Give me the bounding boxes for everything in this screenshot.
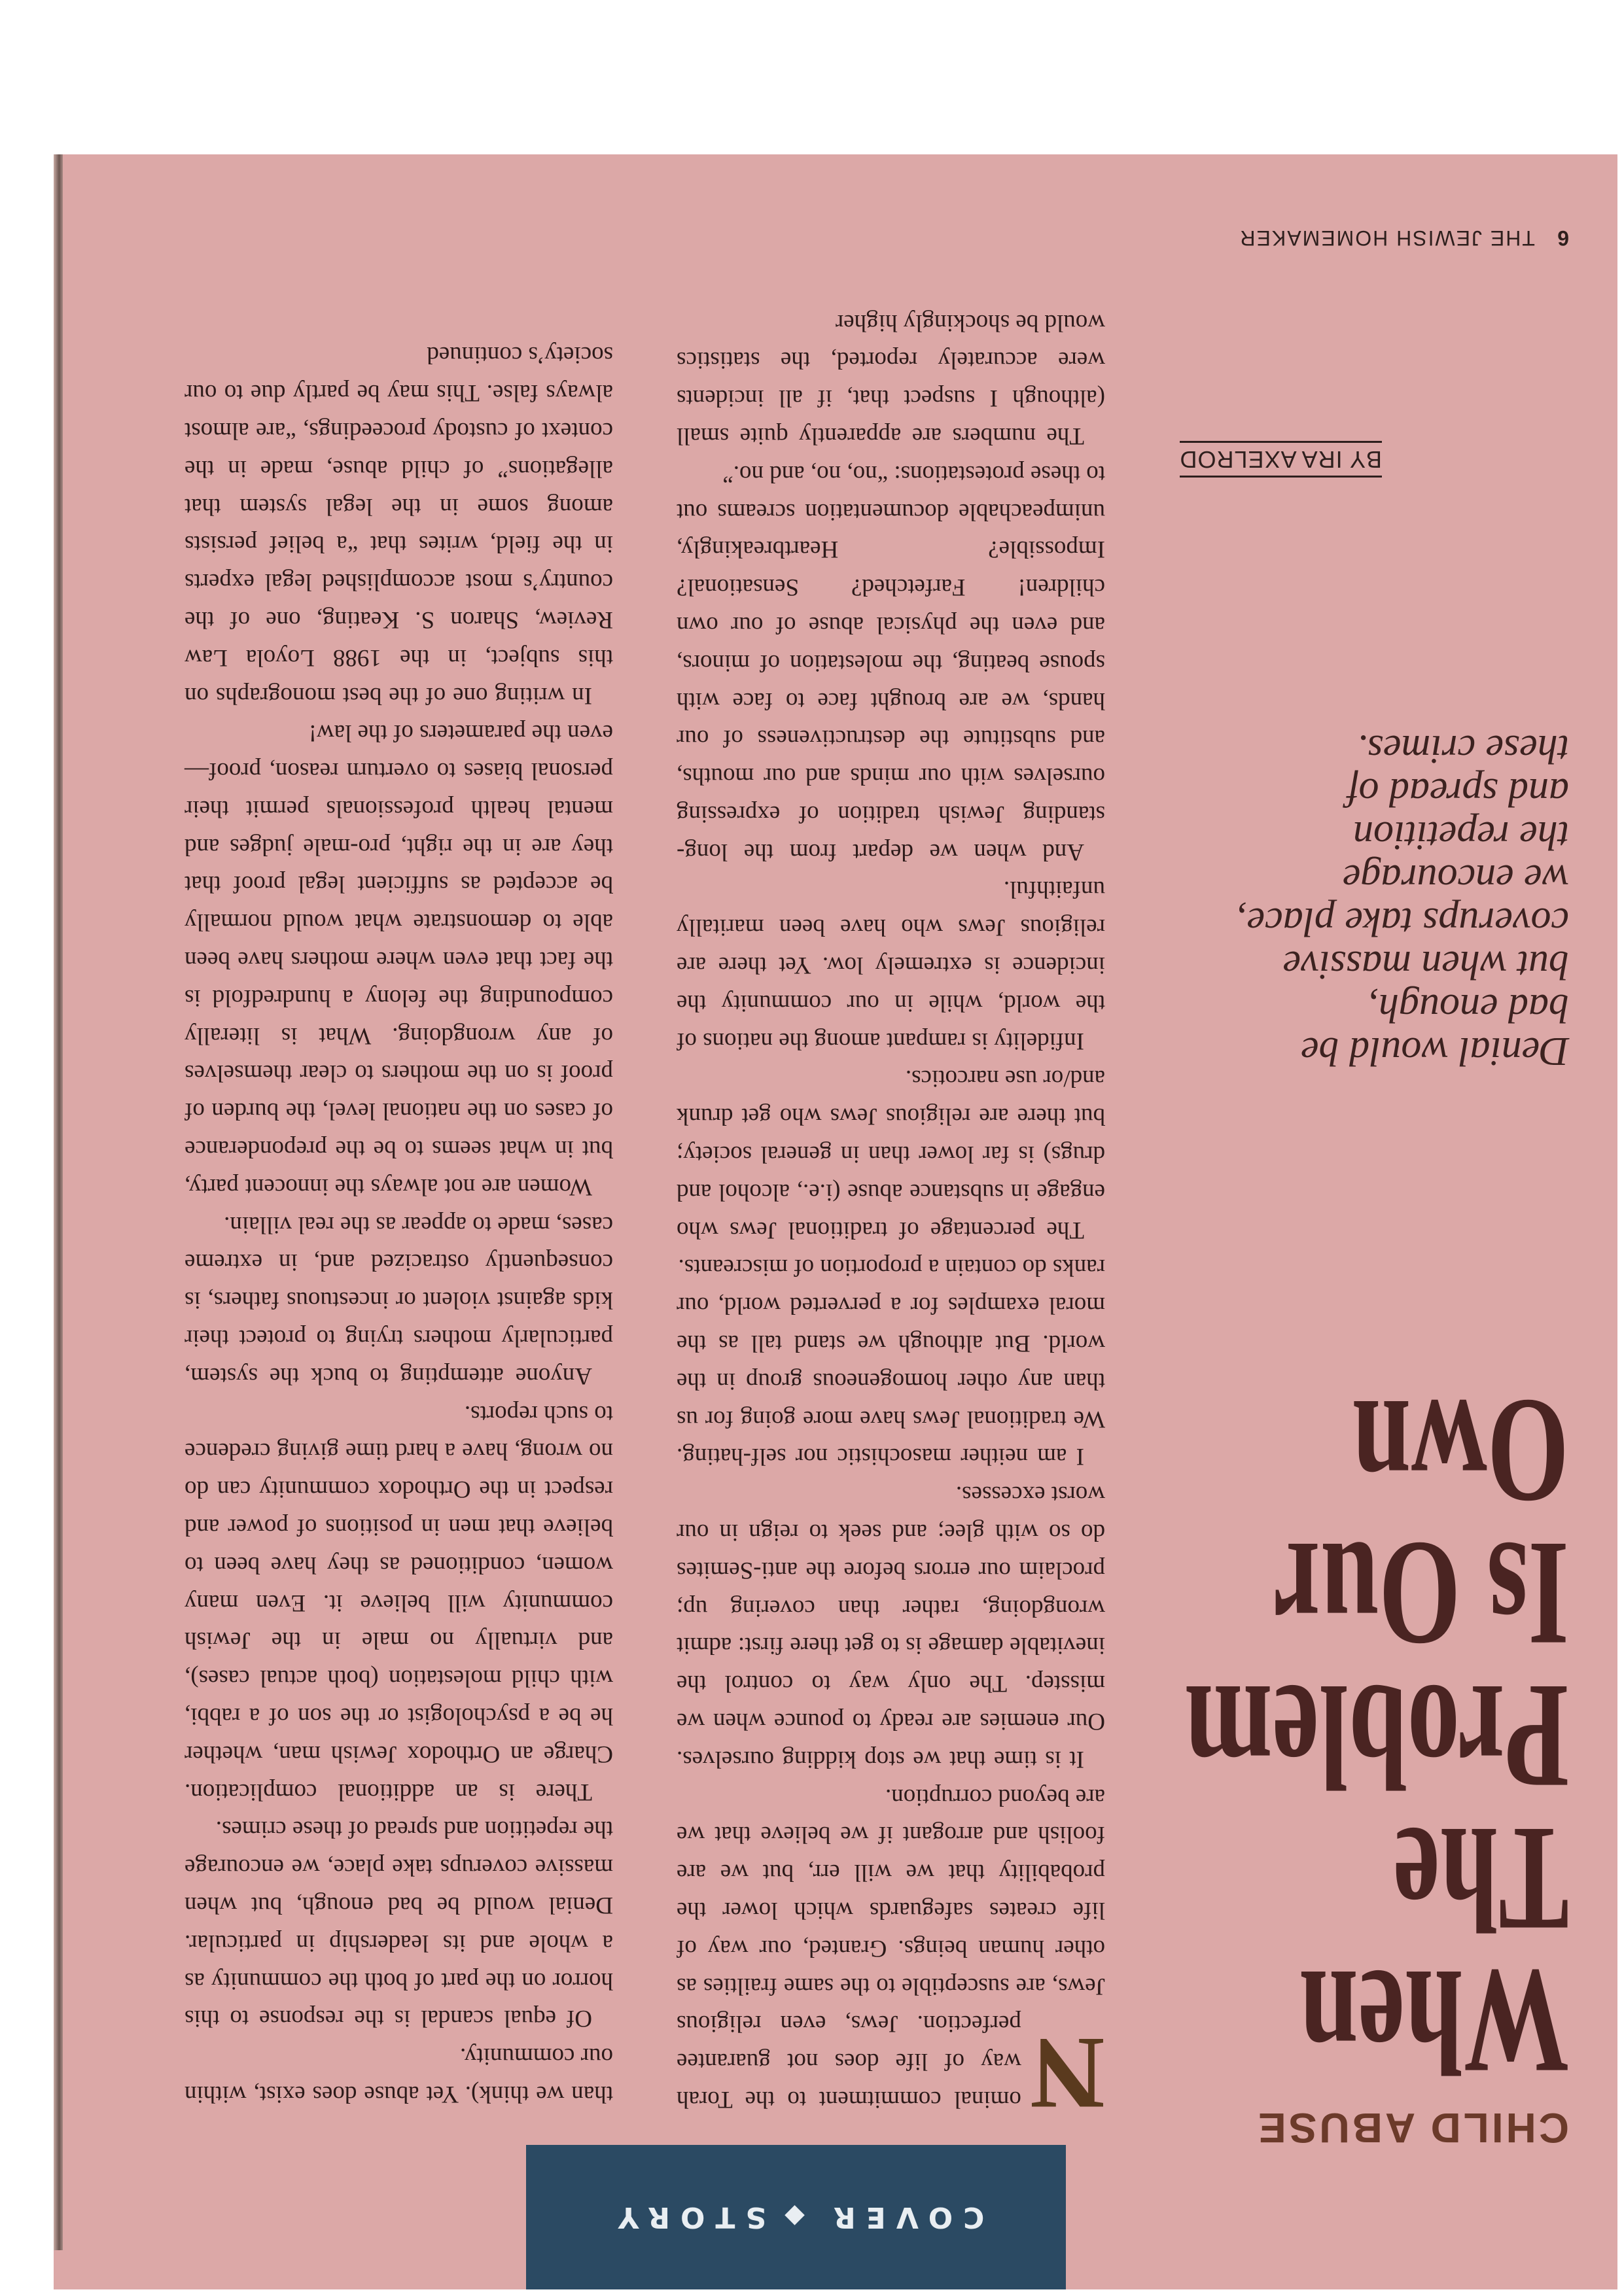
headline bbox=[1184, 1368, 1569, 2106]
deck-line: coverups take place, bbox=[1237, 899, 1569, 944]
article-paragraph: Of equal scandal is the response to this horror on the part of both the community as a whole and its leadership in particular. Denial would be bad enough, but when massive coverups take place, we encourage the repetition and spread of these crimes. bbox=[185, 1816, 613, 2032]
deck-line: the repetition bbox=[1352, 813, 1569, 858]
page-footer bbox=[1239, 226, 1569, 250]
cover-story-label-left: COVER bbox=[822, 2200, 985, 2234]
article-paragraph: It is time that we stop kidding ourselves. Our enemies are ready to pounce when we misstep. The only way to control the inevitable damage is to get there first: admit wrongdoing, rather than covering up; proclaim our errors before the anti-Semites do so with glee; and seek to reign in our worst excesses. bbox=[677, 1481, 1105, 1773]
deck-line: bad enough, bbox=[1368, 986, 1569, 1030]
byline: BY IRA AXELROD bbox=[1180, 441, 1382, 478]
page-number: 6 bbox=[1556, 226, 1569, 250]
diamond-icon: ◆ bbox=[785, 2202, 805, 2233]
deck-line: we encourage bbox=[1342, 856, 1569, 901]
cover-story-tab bbox=[526, 2145, 1066, 2289]
article-paragraph: I am neither masochistic nor self-hating. We traditional Jews have more going for us than any other homogeneous group in the world. But although we stand tall as the moral examples for a perverted world, our ranks do contain a proportion of miscreants. bbox=[677, 1254, 1105, 1470]
binding-edge bbox=[54, 154, 63, 2250]
headline-line: When bbox=[1299, 1939, 1569, 2106]
article-column-2 bbox=[185, 336, 613, 2113]
article-paragraph: than we think). Yet abuse does exist, within our community. bbox=[185, 2043, 613, 2108]
deck-line: Denial would be bbox=[1301, 1029, 1569, 1073]
article-paragraph bbox=[677, 1778, 1105, 2131]
deck-line: and spread of bbox=[1347, 770, 1569, 814]
article-paragraph: The numbers are apparently quite small (although I suspect that, if all incidents were accurately reported, the statistics would be shockingly higher bbox=[677, 309, 1105, 449]
article-paragraph: The percentage of traditional Jews who engage in substance abuse (i.e., alcohol and drugs) is far lower than in general society; but there are religious Jews who get drunk and/or use narcotics. bbox=[677, 1065, 1105, 1244]
article-paragraph: There is an additional complication. Charge an Orthodox Jewish man, whether he be a psychologist or the son of a rabbi, with child molestation (both actual cases), and virtually no male in the Jewish community will believe it. Even many women, conditioned as they have been to believe that men in positions of power and respect in the Orthodox community can do no wrong, have a hard time giving credence to such reports. bbox=[185, 1400, 613, 1805]
deck-line: but when massive bbox=[1282, 943, 1569, 987]
pull-quote-deck bbox=[1203, 727, 1569, 1073]
cover-story-label-right: STORY bbox=[607, 2200, 767, 2234]
article-paragraph: And when we depart from the long-standing Jewish tradition of expressing ourselves with our minds and our mouths, and substitute the destructiveness of our hands, we are brought face to face with spouse beating, the molestation of minors, and even the physical abuse of our own children! Farfetched? Sensational? Impossible? Heartbreakingly, unimpeachable documentation screams out to these protestations: “no, no, and no.” bbox=[677, 460, 1105, 865]
section-kicker: CHILD ABUSE bbox=[1256, 2104, 1569, 2151]
headline-line: Problem bbox=[1184, 1654, 1569, 1820]
paragraph-text: ominal commitment to the Torah way of life does not guarantee perfection. Jews, even religious Jews, are susceptible to the same frailties as other human beings. Granted, our way of life creates safeguards which lower the probability that we will err, but we are foolish and arrogant if we believe that we are beyond corruption. bbox=[677, 1783, 1105, 2113]
headline-line: Own bbox=[1352, 1368, 1569, 1535]
article-paragraph: Anyone attempting to buck the system, particularly mothers trying to protect their kids against violent or incestuous fathers, is consequently ostracized and, in extreme cases, made to appear as the real villain. bbox=[185, 1211, 613, 1389]
article-paragraph: Infidelity is rampant among the nations of the world, while in our community the incidence is extremely low. Yet there are religious Jews who have been maritally unfaithful. bbox=[677, 876, 1105, 1054]
headline-line: Is Our bbox=[1273, 1511, 1569, 1678]
article-paragraph: Women are not always the innocent party, but in what seems to be the preponderance of cases on the national level, the burden of proof is on the mothers to clear themselves of any wrongdoing. What is literally compounding the felony a hundredfold is the fact that even where mothers have been able to demonstrate what would normally be accepted as sufficient legal proof that they are in the right, pro-male judges and mental health professionals permit their personal biases to overturn reason, proof—even the parameters of the law! bbox=[185, 720, 613, 1200]
drop-cap: N bbox=[1030, 2016, 1105, 2131]
article-column-1 bbox=[677, 304, 1105, 2131]
article-paragraph: In writing one of the best monographs on this subject, in the 1988 Loyola Law Review, Sharon S. Keating, one of the country’s most accomplished legal experts in the field, writes that “a belief persists among some in the legal system that allegations” of child abuse, made in the context of custody proceedings, “are almost always false. This may be partly due to our society’s continued bbox=[185, 341, 613, 709]
headline-line: The bbox=[1393, 1796, 1569, 1963]
magazine-page bbox=[54, 154, 1617, 2289]
magazine-name: THE JEWISH HOMEMAKER bbox=[1239, 226, 1535, 250]
deck-line: these crimes. bbox=[1357, 727, 1569, 771]
